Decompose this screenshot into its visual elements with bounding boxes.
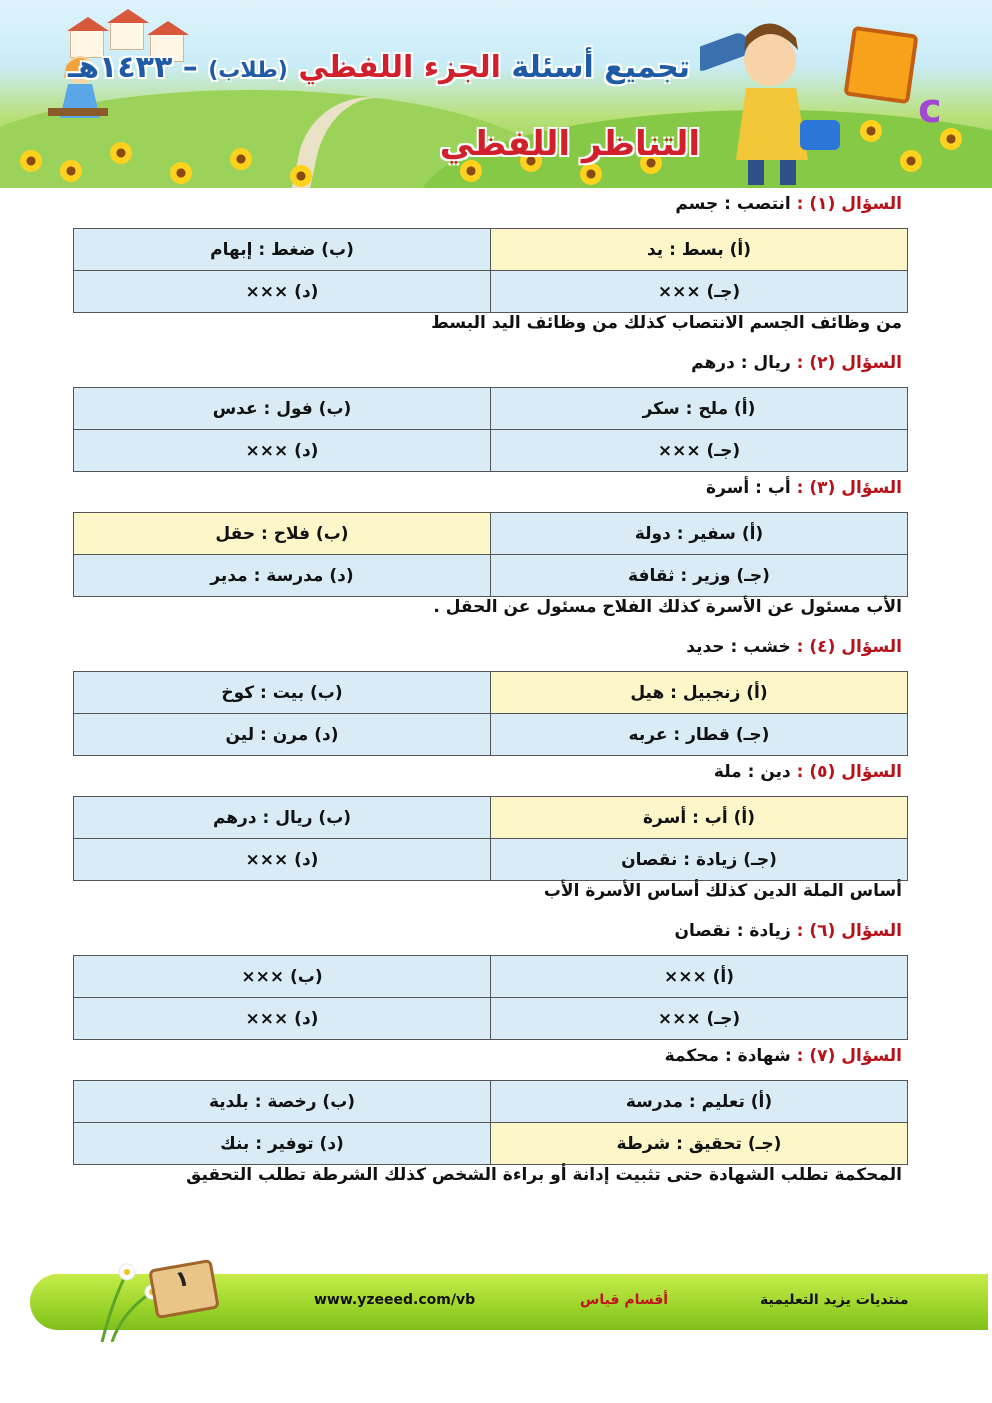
footer (0, 1262, 992, 1342)
sunflower-icon (900, 150, 922, 172)
option-a[interactable]: (أ) ××× (491, 956, 908, 998)
letter-block-icon (843, 26, 918, 105)
option-b[interactable]: (ب) بيت : كوخ (74, 672, 491, 714)
question-header (73, 637, 908, 671)
boy-with-telescope-icon (700, 10, 830, 185)
option-a[interactable]: (أ) ملح : سكر (491, 388, 908, 430)
sunflower-icon (860, 120, 882, 142)
options-table (73, 955, 908, 1040)
question-header (73, 1046, 908, 1080)
options-table (73, 387, 908, 472)
sunflower-icon (230, 148, 252, 170)
footer-section-link[interactable]: أقسام قياس (580, 1292, 669, 1308)
option-d[interactable]: (د) توفير : بنك (74, 1123, 491, 1165)
option-d[interactable]: (د) مدرسة : مدير (74, 555, 491, 597)
questions-container (73, 194, 908, 1205)
option-b[interactable]: (ب) رخصة : بلدية (74, 1081, 491, 1123)
question-label: السؤال (٧) : (796, 1046, 902, 1066)
question-label: السؤال (١) : (796, 194, 902, 214)
option-b[interactable]: (ب) ريال : درهم (74, 797, 491, 839)
options-table (73, 1080, 908, 1165)
question-header (73, 762, 908, 796)
letter-c-icon: c (918, 86, 942, 132)
title-part2: الجزء اللفظي (298, 50, 501, 85)
option-c[interactable]: (جـ) ××× (491, 430, 908, 472)
option-d[interactable]: (د) ××× (74, 998, 491, 1040)
sunflower-icon (60, 160, 82, 182)
question-explanation: الأب مسئول عن الأسرة كذلك الفلاح مسئول عن الحقل . (433, 597, 902, 617)
sunflower-icon (20, 150, 42, 172)
question-header (73, 194, 908, 228)
option-d[interactable]: (د) ××× (74, 430, 491, 472)
option-d[interactable]: (د) ××× (74, 271, 491, 313)
options-table (73, 512, 908, 597)
title-part3: (طلاب) (208, 58, 288, 83)
question-pair: شهادة : محكمة (664, 1046, 791, 1066)
question-pair: دين : ملة (713, 762, 791, 782)
footer-url[interactable]: www.yzeeed.com/vb (314, 1292, 476, 1308)
option-b[interactable]: (ب) ××× (74, 956, 491, 998)
question-header (73, 478, 908, 512)
option-c[interactable]: (جـ) زيادة : نقصان (491, 839, 908, 881)
options-table (73, 671, 908, 756)
question-explanation: أساس الملة الدين كذلك أساس الأسرة الأب (543, 881, 902, 901)
house-icon (110, 22, 144, 50)
question-label: السؤال (٢) : (796, 353, 902, 373)
option-d[interactable]: (د) مرن : لين (74, 714, 491, 756)
question-label: السؤال (٥) : (796, 762, 902, 782)
question-explanation: من وظائف الجسم الانتصاب كذلك من وظائف اليد البسط (431, 313, 902, 333)
question-label: السؤال (٦) : (796, 921, 902, 941)
question-pair: خشب : حديد (686, 637, 791, 657)
option-a[interactable]: (أ) زنجبيل : هيل (491, 672, 908, 714)
option-a[interactable]: (أ) بسط : يد (491, 229, 908, 271)
question-pair: أب : أسرة (706, 478, 791, 498)
question-label: السؤال (٣) : (796, 478, 902, 498)
sunflower-icon (580, 163, 602, 185)
option-c[interactable]: (جـ) ××× (491, 998, 908, 1040)
option-a[interactable]: (أ) تعليم : مدرسة (491, 1081, 908, 1123)
sunflower-icon (290, 165, 312, 187)
page-title (67, 50, 690, 85)
question-header (73, 353, 908, 387)
title-part1: تجميع أسئلة (511, 50, 690, 85)
page-number: ١ (148, 1259, 220, 1319)
option-b[interactable]: (ب) ضغط : إبهام (74, 229, 491, 271)
question-explanation: المحكمة تطلب الشهادة حتى تثبيت إدانة أو براءة الشخص كذلك الشرطة تطلب التحقيق (186, 1165, 902, 1185)
option-b[interactable]: (ب) فلاح : حقل (74, 513, 491, 555)
title-part4: – ١٤٣٣هـ (67, 50, 198, 85)
footer-forum-name: منتديات يزيد التعليمية (760, 1292, 909, 1308)
sunflower-icon (170, 162, 192, 184)
option-c[interactable]: (جـ) ××× (491, 271, 908, 313)
sunflower-icon (110, 142, 132, 164)
header-banner (0, 0, 992, 188)
options-table (73, 796, 908, 881)
option-c[interactable]: (جـ) وزير : ثقافة (491, 555, 908, 597)
page-subtitle: التناظر اللفظي (439, 124, 700, 164)
question-header (73, 921, 908, 955)
option-c[interactable]: (جـ) تحقيق : شرطة (491, 1123, 908, 1165)
option-b[interactable]: (ب) فول : عدس (74, 388, 491, 430)
option-a[interactable]: (أ) أب : أسرة (491, 797, 908, 839)
option-d[interactable]: (د) ××× (74, 839, 491, 881)
question-pair: ريال : درهم (691, 353, 791, 373)
question-label: السؤال (٤) : (796, 637, 902, 657)
option-a[interactable]: (أ) سفير : دولة (491, 513, 908, 555)
option-c[interactable]: (جـ) قطار : عربه (491, 714, 908, 756)
question-pair: زيادة : نقصان (674, 921, 791, 941)
options-table (73, 228, 908, 313)
letter-block-icon (800, 120, 840, 150)
sunflower-icon (940, 128, 962, 150)
question-pair: انتصب : جسم (675, 194, 791, 214)
